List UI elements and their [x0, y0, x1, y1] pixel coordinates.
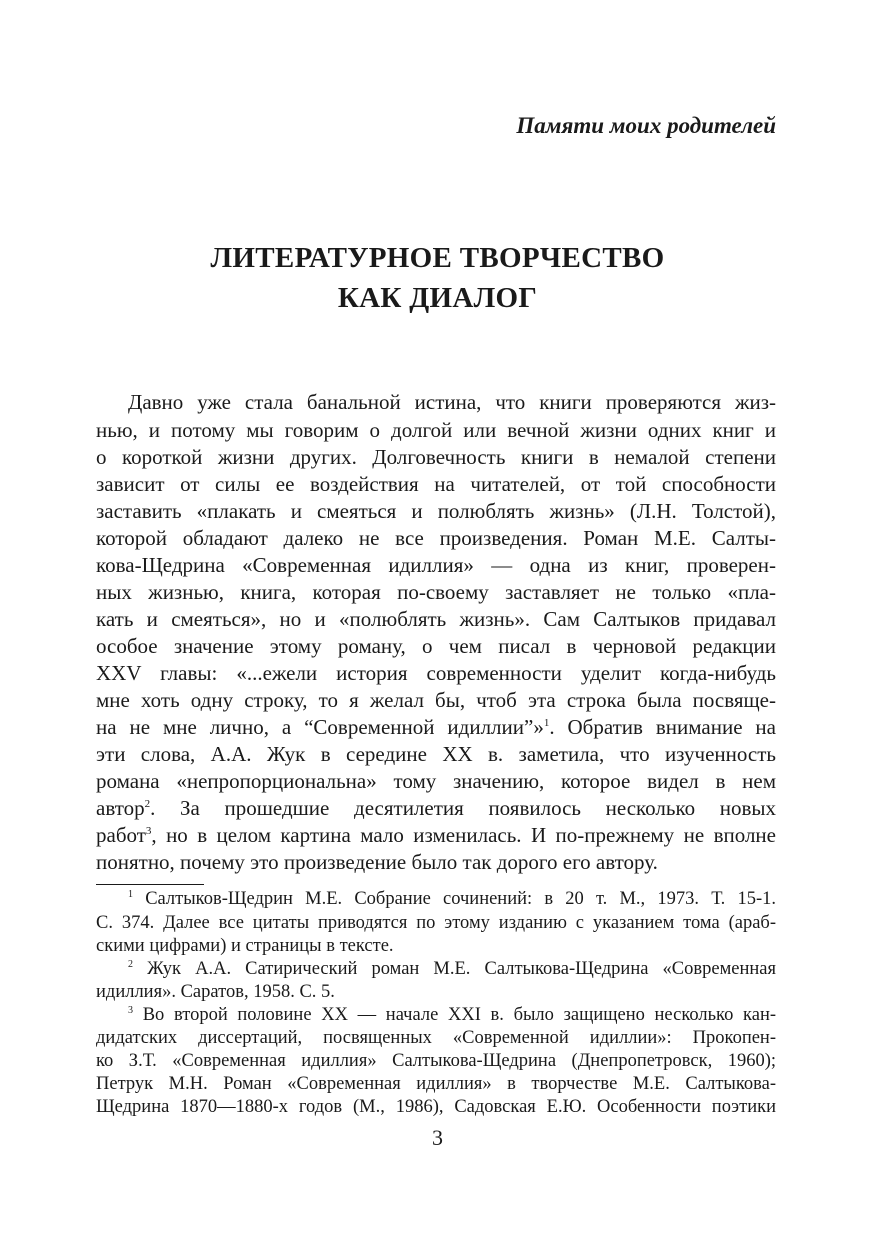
- chapter-title: [0, 238, 875, 318]
- footnote-3-cont: ко З.Т. «Современная идиллия» Салтыкова-Щедрина (Днепропетровск, 1960);: [96, 1051, 776, 1071]
- body-line: ных жизнью, книга, которая по-своему заставляет не только «пла-: [96, 580, 776, 604]
- body-line: нью, и потому мы говорим о долгой или вечной жизни одних книг и: [96, 418, 776, 442]
- body-line: особое значение этому роману, о чем писал в черновой редакции: [96, 634, 776, 658]
- dedication: Памяти моих родителей: [516, 113, 776, 138]
- footnote-ref-2[interactable]: 2: [144, 798, 151, 810]
- body-line: зависит от силы ее воздействия на читателей, от той способности: [96, 472, 776, 496]
- footnote-1: [128, 887, 776, 911]
- body-text-fragment: автор: [96, 796, 145, 820]
- footnote-mark-3: 3: [128, 1005, 133, 1016]
- footnote-1-cont: С. 374. Далее все цитаты приводятся по этому изданию с указанием тома (араб-: [96, 913, 776, 933]
- page-number: 3: [432, 1125, 443, 1150]
- body-line: [96, 713, 776, 741]
- footnote-3-cont: Щедрина 1870—1880-х годов (М., 1986), Садовская Е.Ю. Особенности поэтики: [96, 1097, 776, 1117]
- body-text-fragment: , но в целом картина мало изменилась. И по-прежнему не вполне: [151, 823, 776, 847]
- body-line: XXV главы: «...ежели история современности уделит когда-нибудь: [96, 661, 776, 685]
- footnote-divider: [96, 884, 204, 885]
- body-line: Давно уже стала банальной истина, что книги проверяются жиз-: [128, 390, 776, 414]
- chapter-title-line-2: КАК ДИАЛОГ: [337, 282, 538, 314]
- footnote-text: Салтыков-Щедрин М.Е. Собрание сочинений: в 20 т. М., 1973. Т. 15-1.: [145, 889, 776, 909]
- footnote-2-cont: идиллия». Саратов, 1958. С. 5.: [96, 982, 335, 1002]
- footnote-3-cont: дидатских диссертаций, посвященных «Современной идиллии»: Прокопен-: [96, 1028, 776, 1048]
- footnote-text: Во второй половине XX — начале XXI в. было защищено несколько кан-: [142, 1005, 777, 1025]
- body-text-fragment: работ: [96, 823, 146, 847]
- body-text-fragment: . Обратив внимание на: [549, 715, 776, 739]
- body-line: романа «непропорциональна» тому значению, которое видел в нем: [96, 769, 776, 793]
- body-line: кова-Щедрина «Современная идиллия» — одна из книг, проверен-: [96, 553, 776, 577]
- footnote-ref-3[interactable]: 3: [145, 825, 152, 837]
- body-text-fragment: . За прошедшие десятилетия появилось несколько новых: [150, 796, 776, 820]
- body-line: которой обладают далеко не все произведения. Роман М.Е. Салты-: [96, 526, 776, 550]
- footnote-2: [128, 957, 776, 981]
- footnote-mark-2: 2: [128, 959, 133, 970]
- body-line: о короткой жизни других. Долговечность книги в немалой степени: [96, 445, 776, 469]
- body-line: заставить «плакать и смеяться и полюблять жизнь» (Л.Н. Толстой),: [96, 499, 776, 523]
- footnote-1-cont: скими цифрами) и страницы в тексте.: [96, 936, 394, 956]
- chapter-title-line-1: ЛИТЕРАТУРНОЕ ТВОРЧЕСТВО: [210, 242, 665, 274]
- body-line: мне хоть одну строку, то я желал бы, чтоб эта строка была посвяще-: [96, 688, 776, 712]
- footnote-ref-1[interactable]: 1: [543, 717, 550, 729]
- body-line: кать и смеяться», но и «полюблять жизнь». Сам Салтыков придавал: [96, 607, 776, 631]
- body-line: [96, 821, 776, 849]
- footnote-mark-1: 1: [128, 889, 133, 900]
- body-line: [96, 794, 776, 822]
- body-line: эти слова, А.А. Жук в середине XX в. заметила, что изученность: [96, 742, 776, 766]
- footnote-text: Жук А.А. Сатирический роман М.Е. Салтыкова-Щедрина «Современная: [147, 959, 777, 979]
- body-line: понятно, почему это произведение было так дорого его автору.: [96, 850, 658, 874]
- footnote-3-cont: Петрук М.Н. Роман «Современная идиллия» в творчестве М.Е. Салтыкова-: [96, 1074, 776, 1094]
- body-text-fragment: на не мне лично, а “Современной идиллии”»: [96, 715, 544, 739]
- footnote-3: [128, 1003, 776, 1027]
